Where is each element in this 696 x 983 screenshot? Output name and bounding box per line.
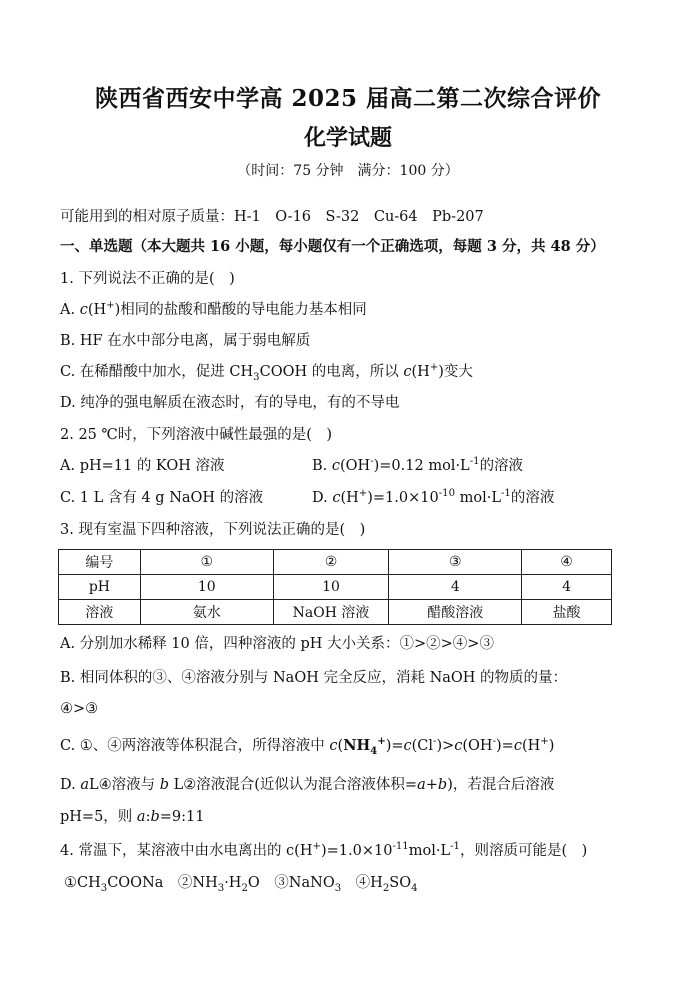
- section-heading: 一、单选题（本大题共 16 小题，每小题仅有一个正确选项，每题 3 分，共 48 分）: [60, 238, 605, 255]
- question-3-option-d: D. aL④溶液与 b L②溶液混合(近似认为混合溶液体积=a+b)，若混合后溶液: [60, 777, 555, 793]
- table-cell: 溶液: [59, 600, 141, 625]
- table-cell: 4: [389, 575, 522, 600]
- table-cell: 氨水: [140, 600, 273, 625]
- table-cell: NaOH 溶液: [273, 600, 389, 625]
- question-3-stem: 3. 现有室温下四种溶液，下列说法正确的是( ): [60, 522, 366, 538]
- table-cell: 醋酸溶液: [389, 600, 522, 625]
- table-cell: 4: [522, 575, 612, 600]
- question-3-table: [58, 549, 612, 625]
- table-cell: 10: [273, 575, 389, 600]
- question-2-option-c: C. 1 L 含有 4 g NaOH 的溶液: [60, 490, 264, 506]
- table-cell: 编号: [59, 550, 141, 575]
- table-cell: ③: [389, 550, 522, 575]
- question-2-option-b: B. c(OH-)=0.12 $mol\cdot L^{-1}$的溶液: [312, 456, 524, 474]
- table-cell: 盐酸: [522, 600, 612, 625]
- question-4-choices: $①CH_3COONa$ $②NH_3\cdot H_2O$ ③NaNO$_3$ $④H_2SO_4$: [64, 875, 418, 894]
- exam-subject-title: 化学试题: [303, 125, 392, 151]
- question-4-stem: 4. 常温下，某溶液中由水电离出的 $c(H^+)=1.0\times 10^{-11}mol\cdot L^{-1}$，则溶质可能是( ): [60, 841, 588, 859]
- table-cell: ①: [140, 550, 273, 575]
- atomic-masses: 可能用到的相对原子质量：H-1 O-16 S-32 Cu-64 Pb-207: [60, 209, 484, 225]
- question-3-option-d-cont: pH=5，则 a:b=9:11: [60, 809, 205, 825]
- table-cell: ④: [522, 550, 612, 575]
- question-3-option-b-cont: ④>③: [60, 701, 99, 717]
- exam-time-info: （时间：75 分钟 满分：100 分）: [237, 163, 459, 179]
- question-3-option-c: C. ①、④两溶液等体积混合，所得溶液中 $c(NH_4^+)=c(Cl^-)>c(OH^-)=c(H^+)$: [60, 735, 555, 757]
- question-2-option-a: A. pH=11 的 KOH 溶液: [60, 458, 225, 474]
- question-3-option-b: B. 相同体积的③、④溶液分别与 NaOH 完全反应，消耗 NaOH 的物质的量：: [60, 670, 568, 686]
- question-2-stem: 2. 25 ℃时，下列溶液中碱性最强的是( ): [60, 427, 333, 443]
- table-row: [59, 550, 612, 575]
- question-1-option-c: C. 在稀醋酸中加水，促进 $CH_3COOH$ 的电离，所以 c(H+)变大: [60, 362, 473, 383]
- question-1-option-d: D. 纯净的强电解质在液态时，有的导电，有的不导电: [60, 395, 400, 411]
- table-cell: pH: [59, 575, 141, 600]
- question-2-option-d: D. $c(H^+)=1.0\times 10^{-10}$ $mol\cdot L^{-1}$的溶液: [312, 488, 555, 506]
- table-row: [59, 575, 612, 600]
- table-row: [59, 600, 612, 625]
- question-1-option-b: B. HF 在水中部分电离，属于弱电解质: [60, 333, 311, 349]
- question-1-option-a: A. c(H+)相同的盐酸和醋酸的导电能力基本相同: [60, 300, 367, 318]
- question-1-stem: 1. 下列说法不正确的是( ): [60, 271, 235, 287]
- exam-school-title: 陕西省西安中学高 2025 届高二第二次综合评价: [94, 85, 602, 112]
- table-cell: ②: [273, 550, 389, 575]
- question-3-option-a: A. 分别加水稀释 10 倍，四种溶液的 pH 大小关系：①>②>④>③: [60, 636, 494, 652]
- table-cell: 10: [140, 575, 273, 600]
